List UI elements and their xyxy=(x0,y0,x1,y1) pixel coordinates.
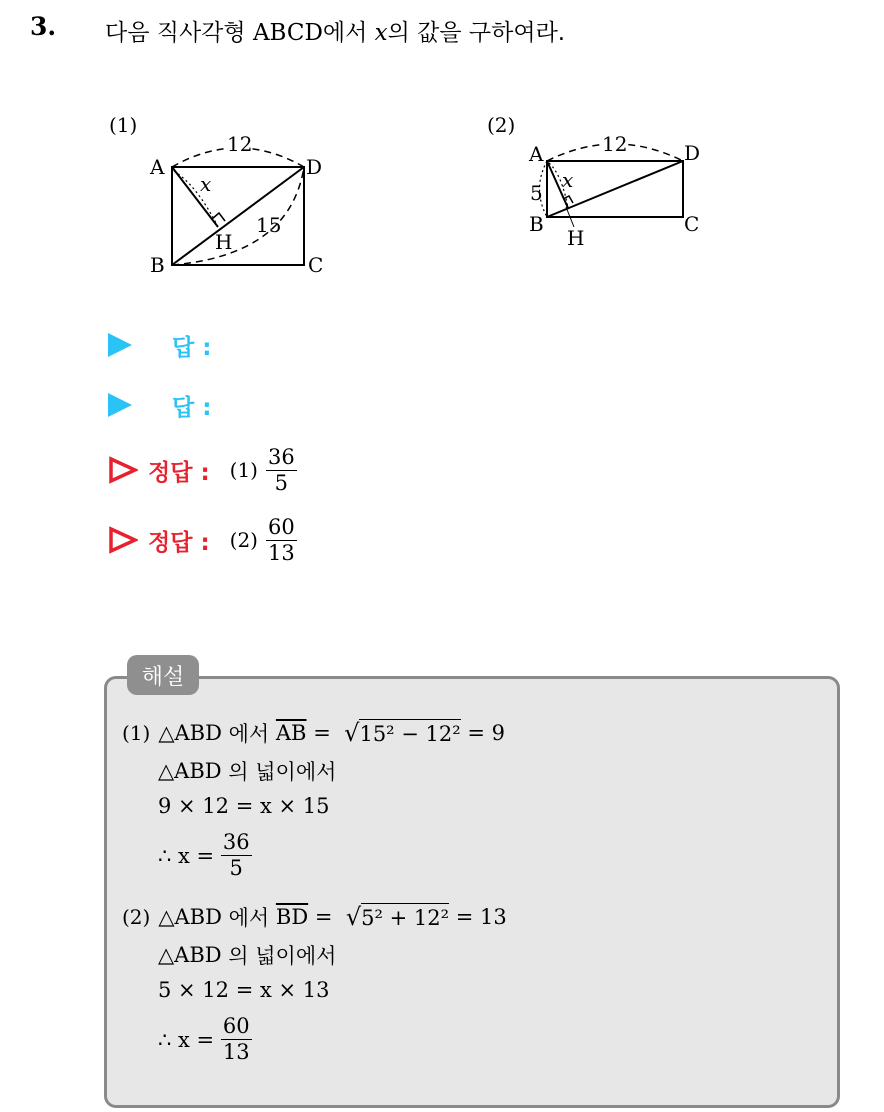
korean-text: 에서 xyxy=(228,722,270,746)
right-angle-mark xyxy=(212,213,225,221)
solution-p2-line3: 5 × 12 = x × 13 xyxy=(158,978,330,1002)
solution-fraction xyxy=(221,1014,252,1065)
figure-1-label: (1) xyxy=(109,113,138,137)
korean-text: 의 넓이에서 xyxy=(228,944,337,968)
question-text-post: 의 값을 구하여라. xyxy=(387,20,566,46)
question-text xyxy=(105,14,565,47)
solution-fraction xyxy=(221,830,252,881)
correct-answer-label: 정답 : xyxy=(148,459,210,486)
fig1-vertex-d: D xyxy=(306,155,323,179)
fig2-vertex-d: D xyxy=(684,141,701,165)
fig1-vertex-a: A xyxy=(150,155,165,179)
korean-text: 에서 xyxy=(228,906,270,930)
fraction-numerator: 60 xyxy=(222,1014,250,1038)
segment-name: $\overline{AB}$ xyxy=(275,721,307,745)
sqrt-expression: √ 5² + 12² xyxy=(345,903,449,931)
blue-triangle-icon xyxy=(108,393,132,417)
result-text: = 13 xyxy=(455,905,507,929)
triangle-name: △ABD xyxy=(158,759,222,783)
fraction-denominator: 13 xyxy=(222,1040,250,1064)
correct-answer-fraction xyxy=(266,445,297,496)
fraction-numerator: 36 xyxy=(222,830,250,854)
answer-label: 답 : xyxy=(172,334,212,361)
solution-p2-line1 xyxy=(122,902,507,932)
correct-answer-1 xyxy=(108,442,297,498)
sqrt-expression: √ 15² − 12² xyxy=(344,719,461,747)
fig2-top-length: 12 xyxy=(602,132,628,156)
segment-name: $\overline{BD}$ xyxy=(275,905,309,929)
correct-answer-number: (1) xyxy=(229,458,258,482)
fig1-point-h: H xyxy=(215,230,233,254)
sqrt-radicand: 5² + 12² xyxy=(361,903,449,930)
solution-p1-line2 xyxy=(158,756,336,786)
question-variable: x xyxy=(374,20,388,46)
fig1-var-x: x xyxy=(200,172,212,196)
triangle-name: △ABD xyxy=(158,943,222,967)
fig1-top-length: 12 xyxy=(227,132,253,156)
red-outline-triangle-icon xyxy=(108,456,138,484)
answer-blank-2 xyxy=(108,385,211,425)
correct-answer-2 xyxy=(108,512,297,568)
equals-sign: = xyxy=(313,721,331,745)
triangle-name: △ABD xyxy=(158,721,222,745)
correct-answer-number: (2) xyxy=(229,528,258,552)
correct-answer-label: 정답 : xyxy=(148,529,210,556)
red-outline-triangle-icon xyxy=(108,526,138,554)
equals-sign: = xyxy=(314,905,333,929)
question-text-mid: 에서 xyxy=(322,20,368,46)
fig2-side-length: 5 xyxy=(530,181,543,205)
question-rect-name: ABCD xyxy=(252,20,323,46)
fig1-vertex-c: C xyxy=(308,253,324,277)
solution-p2-line2 xyxy=(158,940,336,970)
figure-1 xyxy=(100,105,350,285)
korean-text: 의 넓이에서 xyxy=(228,760,337,784)
fig2-point-h: H xyxy=(567,226,585,250)
fig1-vertex-b: B xyxy=(150,253,165,277)
blue-triangle-icon xyxy=(108,333,132,357)
fraction-numerator: 60 xyxy=(268,514,295,539)
conclusion-text: ∴ x = xyxy=(158,843,215,868)
correct-answer-fraction xyxy=(266,515,297,566)
solution-part-number: (2) xyxy=(122,905,151,929)
fig1-diag-length: 15 xyxy=(256,213,282,237)
figure-2-label: (2) xyxy=(487,113,516,137)
fraction-denominator: 13 xyxy=(268,540,295,565)
solution-p2-line4 xyxy=(158,1014,252,1065)
triangle-name: △ABD xyxy=(158,905,222,929)
fig2-var-x: x xyxy=(562,168,574,192)
result-text: = 9 xyxy=(467,721,506,745)
question-text-pre: 다음 직사각형 xyxy=(105,20,246,46)
solution-tag: 해설 xyxy=(127,655,199,695)
fraction-denominator: 5 xyxy=(274,470,289,495)
solution-p1-line3: 9 × 12 = x × 15 xyxy=(158,794,330,818)
sqrt-radicand: 15² − 12² xyxy=(359,719,460,746)
fig2-vertex-b: B xyxy=(529,212,544,236)
answer-blank-1 xyxy=(108,325,211,365)
figure-2 xyxy=(480,105,720,255)
question-number: 3. xyxy=(30,12,57,41)
conclusion-text: ∴ x = xyxy=(158,1027,215,1052)
solution-part-number: (1) xyxy=(122,721,151,745)
fig2-vertex-a: A xyxy=(529,142,544,166)
solution-p1-line1 xyxy=(122,718,505,748)
answer-label: 답 : xyxy=(172,394,212,421)
solution-p1-line4 xyxy=(158,830,252,881)
fraction-numerator: 36 xyxy=(268,444,295,469)
fig2-vertex-c: C xyxy=(684,212,700,236)
fraction-denominator: 5 xyxy=(229,856,243,880)
